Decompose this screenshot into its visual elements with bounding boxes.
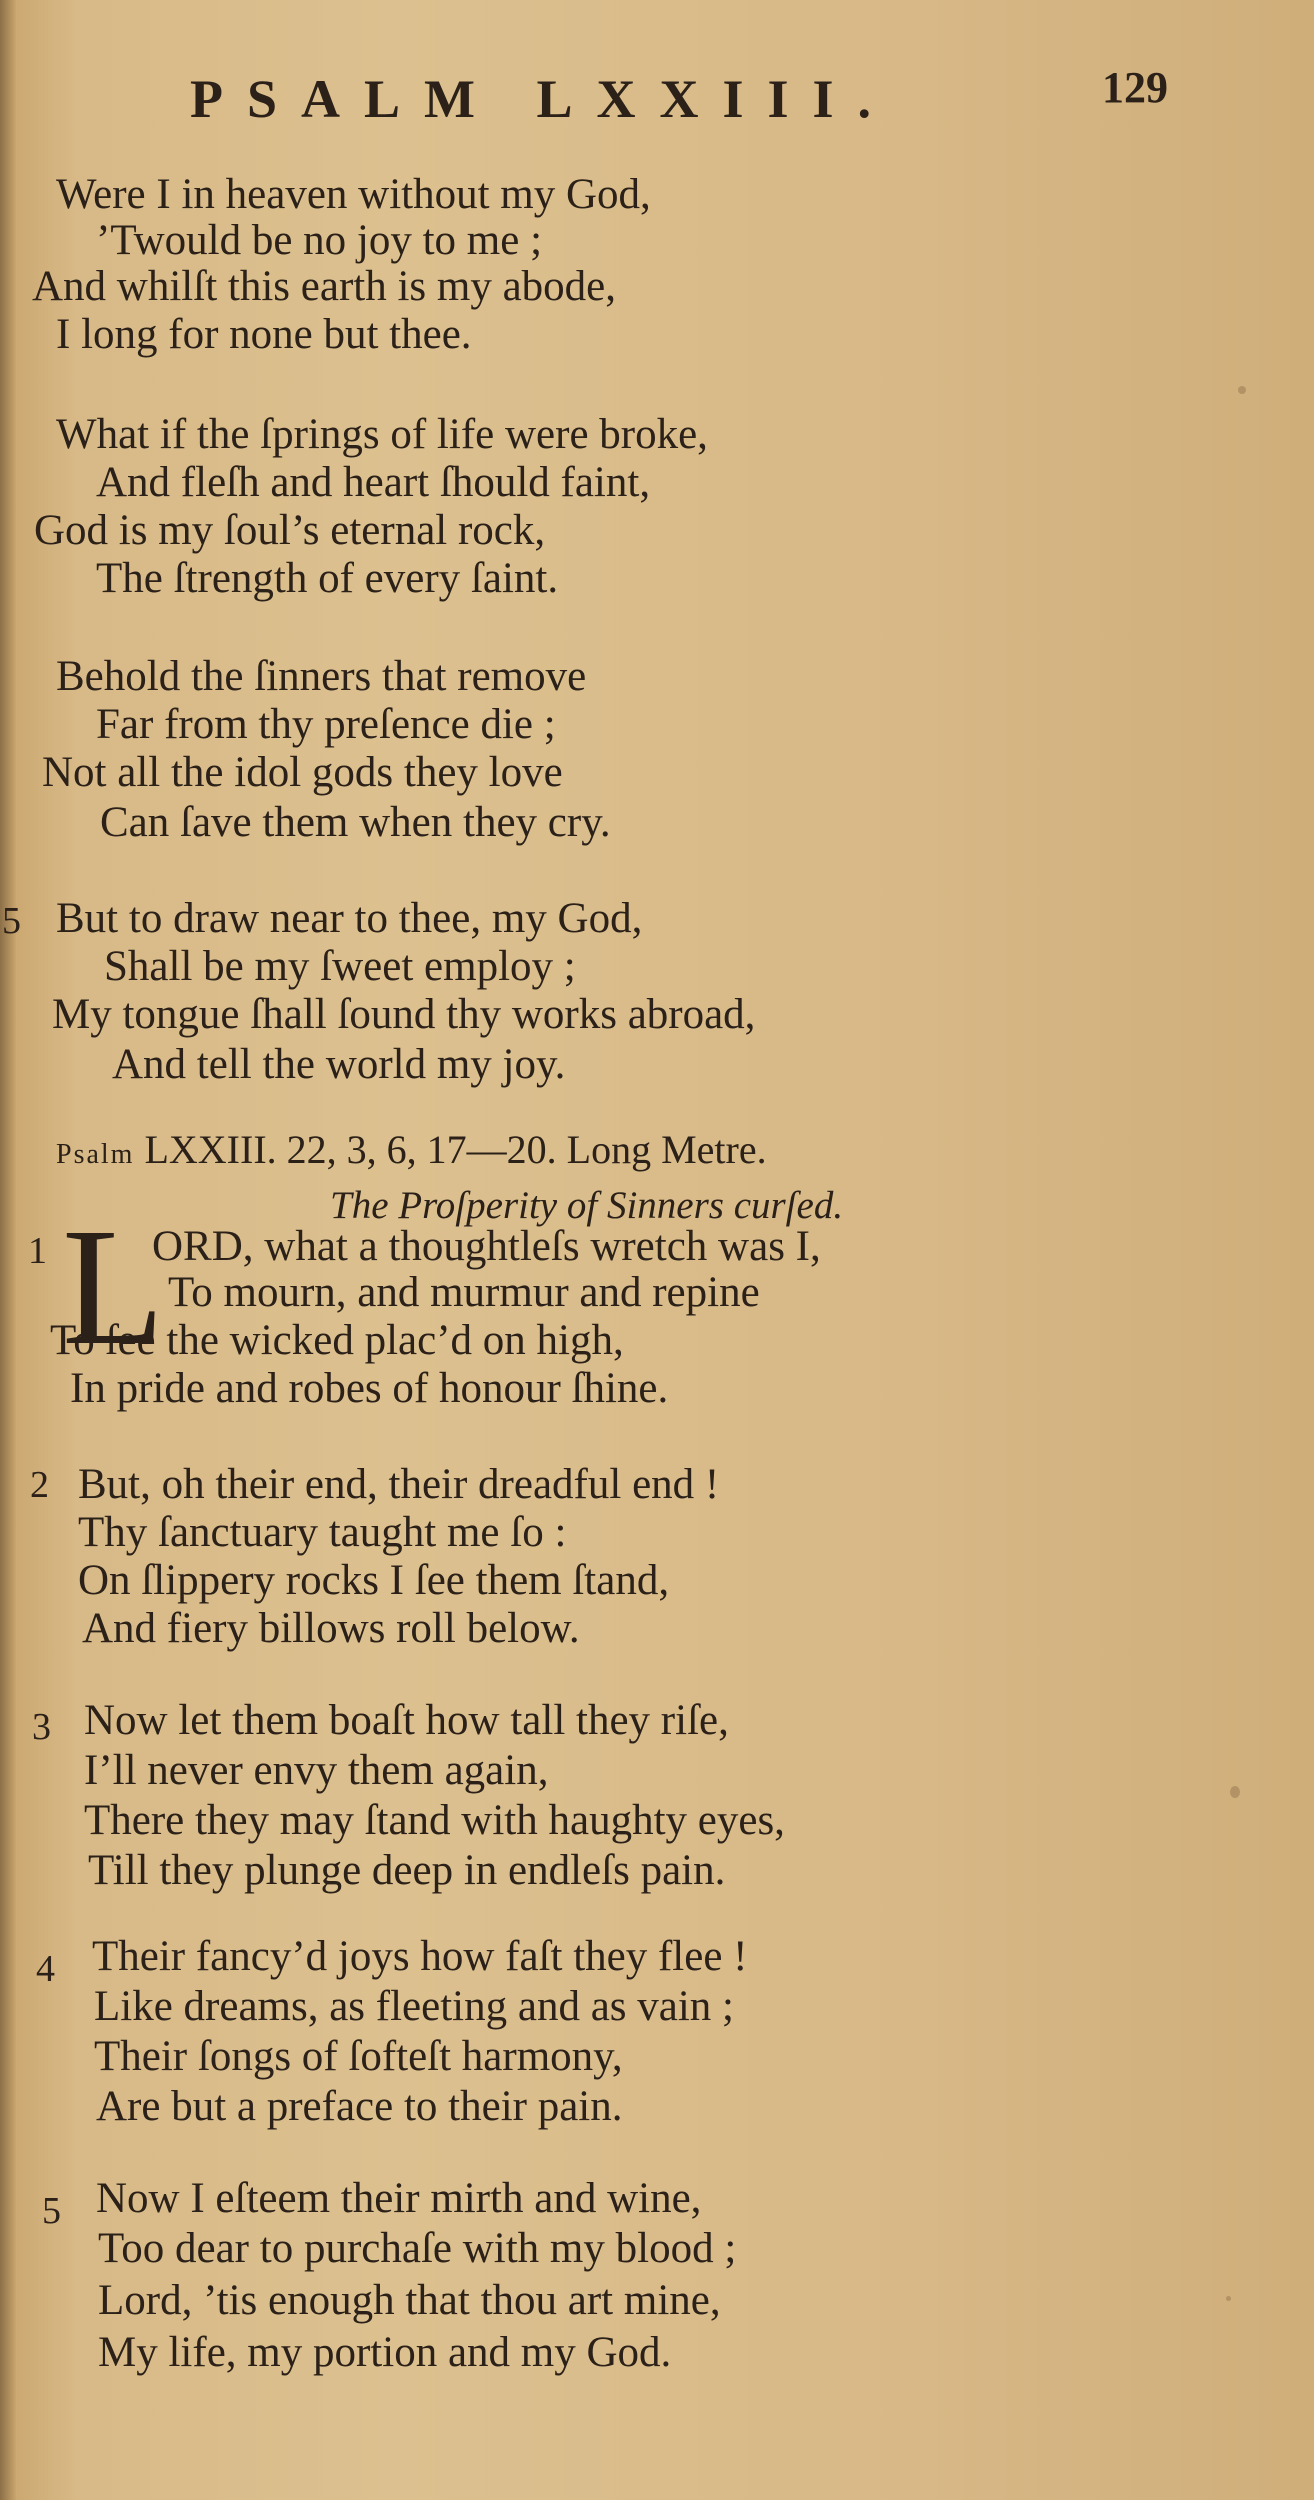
verse-line: Can ſave them when they cry. [100,799,611,846]
verse-line: In pride and robes of honour ſhine. [70,1365,669,1412]
verse-line: And fiery billows roll below. [82,1605,580,1652]
paper-spot [1230,1786,1240,1798]
verse-line: But, oh their end, their dreadful end ! [78,1461,720,1508]
running-title: PSALM LXXIII. [190,69,896,129]
verse-line: I long for none but thee. [56,311,472,358]
verse-line: Like dreams, as fleeting and as vain ; [94,1983,735,2030]
verse-line: Not all the idol gods they love [42,749,563,796]
verse-line: Their ſongs of ſofteſt harmony, [94,2033,623,2080]
verse-number: 3 [32,1706,51,1748]
verse-line: ’Twould be no joy to me ; [96,217,543,264]
psalm-subtitle: The Proſperity of Sinners curſed. [330,1184,844,1227]
psalm-heading [56,1126,767,1173]
verse-line: And fleſh and heart ſhould faint, [96,459,651,506]
verse-line: What if the ſprings of life were broke, [56,411,708,458]
verse-line: My tongue ſhall ſound thy works abroad, [52,991,756,1038]
verse-line: But to draw near to thee, my God, [56,895,643,942]
verse-line: Are but a preface to their pain. [96,2083,623,2130]
verse-line: Their fancy’d joys how faſt they flee ! [92,1933,748,1980]
verse-line: There they may ſtand with haughty eyes, [84,1797,785,1844]
verse-line: ORD, what a thoughtleſs wretch was I, [152,1223,821,1270]
verse-line: My life, my portion and my God. [98,2329,672,2376]
verse-number: 5 [2,900,21,942]
psalm-heading-reference: LXXIII. 22, 3, 6, 17—20. Long Metre. [144,1127,767,1172]
psalm-heading-word: Psalm [56,1139,135,1170]
page-binding-edge [0,0,16,2500]
verse-number: 2 [30,1464,49,1506]
verse-line: On ſlippery rocks I ſee them ſtand, [78,1557,670,1604]
page-number: 129 [1102,63,1168,112]
paper-spot [1226,2296,1231,2301]
verse-line: God is my ſoul’s eternal rock, [34,507,546,554]
verse-number: 4 [36,1948,55,1990]
verse-line: Behold the ſinners that remove [56,653,587,700]
verse-line: Thy ſanctuary taught me ſo : [78,1509,567,1556]
verse-line: Shall be my ſweet employ ; [104,943,576,990]
verse-line: Now let them boaſt how tall they riſe, [84,1697,729,1744]
verse-line: The ſtrength of every ſaint. [96,555,559,602]
verse-line: Now I eſteem their mirth and wine, [96,2175,702,2222]
verse-line: Lord, ’tis enough that thou art mine, [98,2277,721,2324]
verse-line: To mourn, and murmur and repine [168,1269,760,1316]
verse-line: Till they plunge deep in endleſs pain. [88,1847,726,1894]
verse-line: To ſee the wicked plac’d on high, [50,1317,624,1364]
drop-cap: L [62,1194,165,1380]
verse-line: And whilſt this earth is my abode, [32,263,617,310]
verse-line: Far from thy preſence die ; [96,701,556,748]
verse-line: And tell the world my joy. [112,1041,566,1088]
verse-number: 1 [28,1230,47,1272]
page-header [190,63,1190,148]
verse-number: 5 [42,2190,61,2232]
verse-line: I’ll never envy them again, [84,1747,549,1794]
verse-line: Too dear to purchaſe with my blood ; [98,2225,737,2272]
paper-spot [1238,386,1246,394]
verse-line: Were I in heaven without my God, [56,171,651,218]
